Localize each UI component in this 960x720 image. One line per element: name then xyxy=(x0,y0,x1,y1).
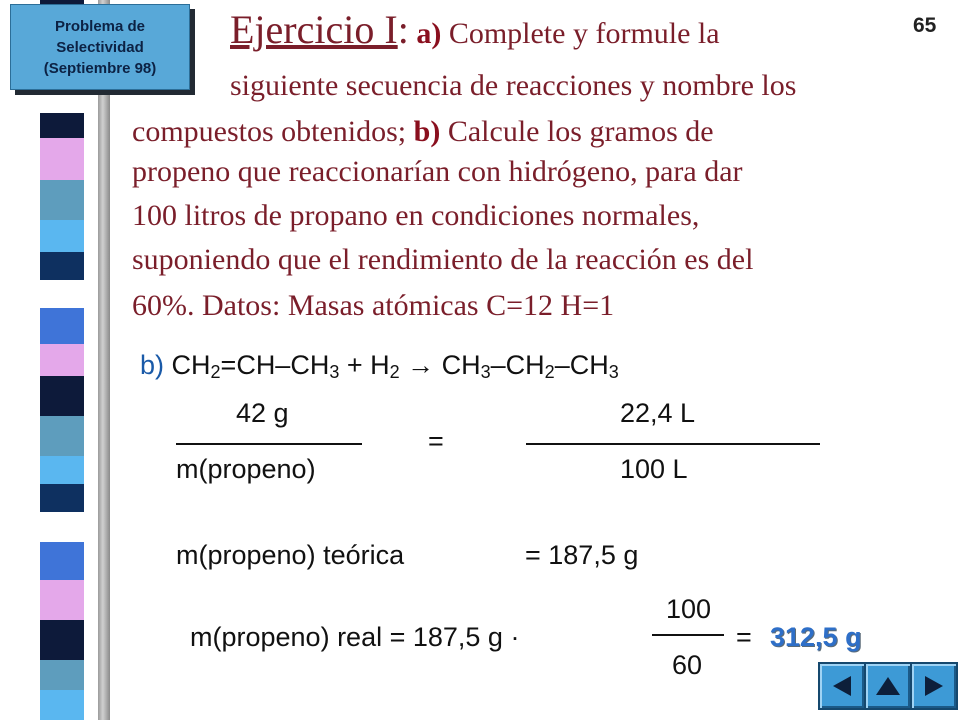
denominator-right: 100 L xyxy=(620,454,688,484)
reaction-sub: 2 xyxy=(210,362,221,382)
part-a-label: a) xyxy=(416,17,442,50)
fraction-bar-real xyxy=(652,634,724,636)
reaction-part: =CH–CH xyxy=(220,350,330,380)
problem-line-1 xyxy=(230,7,720,54)
theoretical-value: = 187,5 g xyxy=(525,540,639,570)
forward-icon xyxy=(912,664,956,708)
reaction-sub: 2 xyxy=(389,362,400,382)
numerator-left: 42 g xyxy=(236,398,289,428)
fraction-bar-right xyxy=(526,443,820,445)
reaction-part: → CH xyxy=(399,350,481,380)
problem-badge xyxy=(10,4,190,90)
problem-line-5: 100 litros de propano en condiciones normales, xyxy=(132,199,700,232)
problem-line-3 xyxy=(132,112,714,152)
page-number: 65 xyxy=(913,14,937,37)
problem-line-2: siguiente secuencia de reacciones y nombre los xyxy=(230,69,797,102)
line1-text: Complete y formule la xyxy=(448,17,720,50)
back-button[interactable] xyxy=(818,662,866,710)
badge-line-2: Selectividad xyxy=(56,38,144,56)
problem-line-7: 60%. Datos: Masas atómicas C=12 H=1 xyxy=(132,289,615,322)
line3-pre: compuestos obtenidos; xyxy=(132,115,407,148)
title-colon: : xyxy=(397,7,409,52)
decorative-stripe xyxy=(0,0,110,720)
line3-post: Calcule los gramos de xyxy=(447,115,714,148)
part-b-label: b) xyxy=(413,115,441,148)
real-denominator: 60 xyxy=(672,650,703,680)
real-numerator: 100 xyxy=(666,594,712,624)
real-equals: = xyxy=(736,622,752,652)
home-icon xyxy=(866,664,910,708)
forward-button[interactable] xyxy=(910,662,958,710)
reaction-sub: 3 xyxy=(608,362,619,382)
reaction-sub: 3 xyxy=(480,362,491,382)
real-label: m(propeno) real = 187,5 g · xyxy=(190,622,520,652)
theoretical-label: m(propeno) teórica xyxy=(176,540,405,570)
problem-line-6: suponiendo que el rendimiento de la reacción es del xyxy=(132,243,754,276)
equals-sign: = xyxy=(428,426,444,456)
numerator-right: 22,4 L xyxy=(620,398,696,428)
reaction-equation xyxy=(140,350,619,383)
solution-label: b) xyxy=(140,350,165,380)
reaction-part: + H xyxy=(339,350,390,380)
home-button[interactable] xyxy=(864,662,912,710)
fraction-bar-left xyxy=(176,443,362,445)
exercise-title: Ejercicio I xyxy=(230,7,398,52)
real-result: 312,5 g xyxy=(770,622,862,652)
denominator-left: m(propeno) xyxy=(176,454,316,484)
problem-line-4: propeno que reaccionarían con hidrógeno, para dar xyxy=(132,155,743,188)
reaction-part: –CH xyxy=(490,350,545,380)
badge-line-3: (Septiembre 98) xyxy=(43,59,157,77)
badge-line-1: Problema de xyxy=(54,17,146,35)
reaction-sub: 2 xyxy=(544,362,555,382)
back-icon xyxy=(820,664,864,708)
reaction-part: –CH xyxy=(554,350,609,380)
reaction-sub: 3 xyxy=(329,362,340,382)
reaction-part: CH xyxy=(171,350,211,380)
